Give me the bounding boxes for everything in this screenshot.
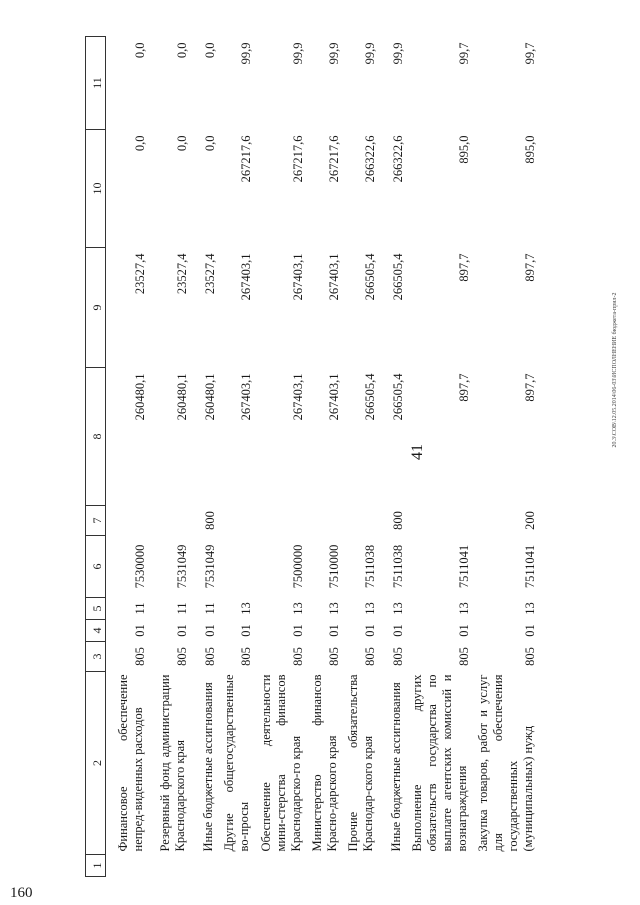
row-cell-c4: 01 <box>238 624 253 637</box>
row-cell-c8: 897,7 <box>522 373 537 402</box>
row-cell-c3: 805 <box>456 647 471 666</box>
row-cell-c5: 11 <box>202 602 217 615</box>
row-cell-c3: 805 <box>174 647 189 666</box>
table-row <box>342 37 378 877</box>
table-row <box>254 37 306 877</box>
row-cell-c5: 13 <box>326 602 341 615</box>
header-cell: 3 <box>86 642 106 672</box>
row-number-cell <box>218 855 254 877</box>
row-cell-c4: 01 <box>326 624 341 637</box>
row-cell-c8: 260480,1 <box>174 373 189 421</box>
row-cell-c11: 99,9 <box>390 42 405 65</box>
row-cell-c11: 0,0 <box>174 42 189 59</box>
row-cell-c9: 266505,4 <box>390 253 405 301</box>
row-cell-c8: 267403,1 <box>326 373 341 421</box>
row-cell-c3: 805 <box>290 647 305 666</box>
row-name: Иные бюджетные ассигнования <box>200 682 215 852</box>
table-row <box>472 37 538 877</box>
row-cell-c4: 01 <box>290 624 305 637</box>
row-cell-c7: 800 <box>390 511 405 530</box>
table-row <box>406 37 472 877</box>
row-cell-c3: 805 <box>238 647 253 666</box>
header-cell: 2 <box>86 672 106 855</box>
row-cell-c10: 267217,6 <box>326 135 341 183</box>
budget-table <box>85 36 538 877</box>
row-cell-c5: 13 <box>290 602 305 615</box>
row-cell-c4: 01 <box>362 624 377 637</box>
row-cell-c11: 99,7 <box>522 42 537 65</box>
row-name: Резервный фонд администрации Краснодарского края <box>157 674 187 852</box>
header-cell: 11 <box>86 37 106 130</box>
row-name: Финансовое обеспечение непред-виденных расходов <box>115 674 145 852</box>
row-cell-c7 <box>306 506 342 536</box>
row-number-cell <box>148 855 190 877</box>
row-name: Закупка товаров, работ и услуг для обеспечения государственных (муниципальных) нужд <box>475 674 535 852</box>
row-cell-c6: 7511041 <box>522 544 537 589</box>
row-number-cell <box>472 855 538 877</box>
row-cell-c9: 897,7 <box>522 253 537 282</box>
row-cell-c4: 01 <box>132 624 147 637</box>
row-cell-c10: 895,0 <box>456 135 471 164</box>
footer-file-path: 20.3\СОВ\12.05.2014\06-03\ИСПОЛНЕНИЕ бюджета-прил-2 <box>612 292 618 448</box>
row-cell-c11: 99,9 <box>362 42 377 65</box>
table-row <box>190 37 218 877</box>
table-row <box>106 37 148 877</box>
row-cell-c8: 266505,4 <box>390 373 405 421</box>
row-cell-c8: 260480,1 <box>132 373 147 421</box>
row-cell-c10: 267217,6 <box>238 135 253 183</box>
row-cell-c3: 805 <box>522 647 537 666</box>
row-cell-c3: 805 <box>362 647 377 666</box>
row-cell-c6: 7530000 <box>132 544 147 589</box>
row-cell-c4: 01 <box>522 624 537 637</box>
table-row <box>148 37 190 877</box>
row-cell-c10: 266322,6 <box>390 135 405 183</box>
row-cell-c7: 200 <box>522 511 537 530</box>
row-cell-c8: 266505,4 <box>362 373 377 421</box>
table-row <box>306 37 342 877</box>
rotated-table-area <box>85 37 605 877</box>
row-cell-c6: 7510000 <box>326 544 341 589</box>
row-number-cell <box>406 855 472 877</box>
row-cell-c7 <box>218 506 254 536</box>
row-cell-c10: 267217,6 <box>290 135 305 183</box>
row-cell-c5: 13 <box>456 602 471 615</box>
row-cell-c5: 11 <box>174 602 189 615</box>
row-cell-c7: 800 <box>202 511 217 530</box>
row-cell-c7 <box>406 506 472 536</box>
row-cell-c10: 0,0 <box>132 135 147 152</box>
header-cell: 10 <box>86 130 106 248</box>
row-cell-c4: 01 <box>390 624 405 637</box>
row-cell-c5: 11 <box>132 602 147 615</box>
row-cell-c3: 805 <box>390 647 405 666</box>
row-cell-c11: 0,0 <box>132 42 147 59</box>
row-cell-c4: 01 <box>456 624 471 637</box>
row-cell-c10: 0,0 <box>174 135 189 152</box>
row-name: Министерство финансов Красно-дарского края <box>309 674 339 852</box>
header-cell: 8 <box>86 368 106 506</box>
header-cell: 6 <box>86 536 106 598</box>
row-cell-c5: 13 <box>362 602 377 615</box>
row-cell-c9: 267403,1 <box>238 253 253 301</box>
row-cell-c7 <box>106 506 148 536</box>
header-cell: 1 <box>86 855 106 877</box>
row-cell-c10: 266322,6 <box>362 135 377 183</box>
row-cell-c3: 805 <box>326 647 341 666</box>
row-cell-c5: 13 <box>238 602 253 615</box>
row-name: Обеспечение деятельности мини-стерства финансов Краснодарско-го края <box>258 674 303 852</box>
row-number-cell <box>190 855 218 877</box>
table-row <box>218 37 254 877</box>
row-cell-c9: 267403,1 <box>290 253 305 301</box>
row-cell-c9: 23527,4 <box>174 253 189 295</box>
header-cell: 4 <box>86 620 106 642</box>
row-cell-c4: 01 <box>174 624 189 637</box>
row-cell-c11: 0,0 <box>202 42 217 59</box>
row-name: Другие общегосударственные во-просы <box>221 674 251 852</box>
row-cell-c7 <box>254 506 306 536</box>
row-name: Иные бюджетные ассигнования <box>388 682 403 852</box>
row-cell-c6: 7511038 <box>390 544 405 589</box>
header-row <box>86 37 106 877</box>
row-number-cell <box>306 855 342 877</box>
row-cell-c6: 7531049 <box>202 544 217 589</box>
row-cell-c8: 267403,1 <box>290 373 305 421</box>
row-cell-c3: 805 <box>202 647 217 666</box>
row-cell-c5: 13 <box>522 602 537 615</box>
row-cell-c5: 13 <box>390 602 405 615</box>
table-row <box>378 37 406 877</box>
row-number-cell <box>378 855 406 877</box>
row-cell-c11: 99,7 <box>456 42 471 65</box>
row-cell-c10: 895,0 <box>522 135 537 164</box>
row-cell-c9: 267403,1 <box>326 253 341 301</box>
row-cell-c9: 897,7 <box>456 253 471 282</box>
header-cell: 7 <box>86 506 106 536</box>
row-cell-c9: 23527,4 <box>202 253 217 295</box>
header-cell: 5 <box>86 598 106 620</box>
page-number: 41 <box>409 444 426 460</box>
row-cell-c8: 267403,1 <box>238 373 253 421</box>
header-cell: 9 <box>86 248 106 368</box>
row-cell-c4: 01 <box>202 624 217 637</box>
row-cell-c8: 260480,1 <box>202 373 217 421</box>
row-cell-c11: 99,9 <box>238 42 253 65</box>
row-cell-c9: 23527,4 <box>132 253 147 295</box>
row-cell-c7 <box>342 506 378 536</box>
row-cell-c6: 7511041 <box>456 544 471 589</box>
row-cell-c10: 0,0 <box>202 135 217 152</box>
row-name: Прочие обязательства Краснодар-ского края <box>345 674 375 852</box>
row-number-cell <box>254 855 306 877</box>
row-cell-c11: 99,9 <box>326 42 341 65</box>
row-number-cell <box>342 855 378 877</box>
row-cell-c11: 99,9 <box>290 42 305 65</box>
row-cell-c6 <box>218 536 254 598</box>
row-cell-c8: 897,7 <box>456 373 471 402</box>
row-number-cell <box>106 855 148 877</box>
row-cell-c6: 7531049 <box>174 544 189 589</box>
row-cell-c7 <box>148 506 190 536</box>
row-cell-c9: 266505,4 <box>362 253 377 301</box>
sheet-number: 160 <box>10 885 33 901</box>
row-cell-c6: 7500000 <box>290 544 305 589</box>
row-cell-c6: 7511038 <box>362 544 377 589</box>
row-name: Выполнение других обязательств государства по выплате агентских комиссий и вознаграждения <box>409 674 469 852</box>
row-cell-c3: 805 <box>132 647 147 666</box>
